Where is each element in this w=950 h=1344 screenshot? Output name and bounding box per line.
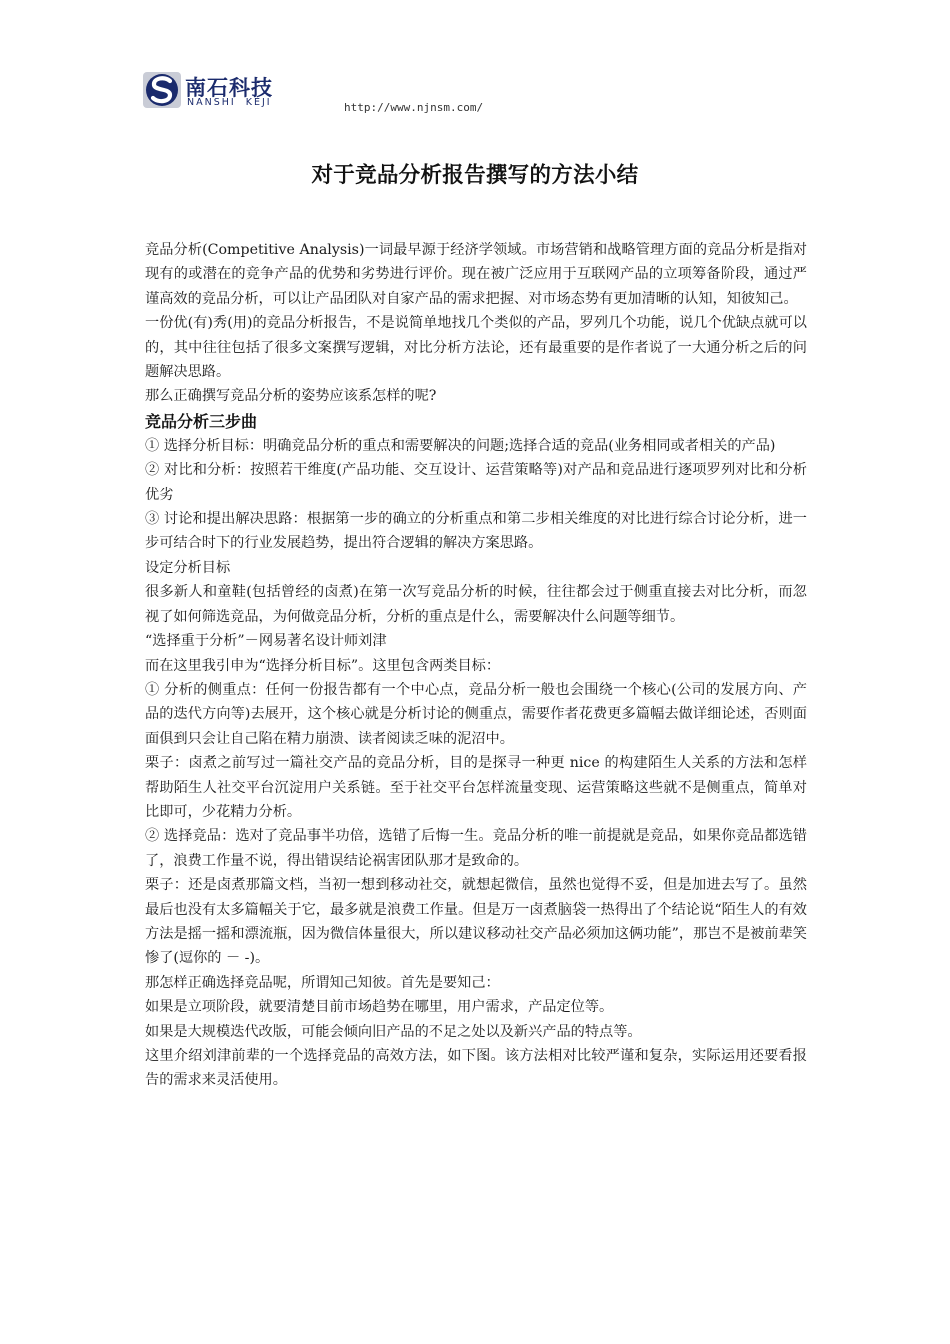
- logo-chinese-name: 南石科技: [185, 76, 273, 100]
- body-paragraph: 很多新人和童鞋(包括曾经的卤煮)在第一次写竞品分析的时候，往往都会过于侧重直接去对比分析，而忽视了如何筛选竞品，为何做竞品分析，分析的重点是什么，需要解决什么问题等细节。: [145, 584, 807, 625]
- body-paragraph: 那怎样正确选择竞品呢，所谓知己知彼。首先是要知己：: [145, 974, 500, 991]
- step-item: ① 选择分析目标：明确竞品分析的重点和需要解决的问题;选择合适的竞品(业务相同或者相关的产品): [145, 437, 776, 454]
- nanshi-logo-icon: [143, 68, 183, 112]
- document-title: 对于竞品分析报告撰写的方法小结: [311, 163, 639, 188]
- document-body: [145, 238, 807, 1093]
- logo-english-name: NANSHI KEJI: [187, 97, 272, 108]
- body-paragraph: ② 选择竞品：选对了竞品事半功倍，选错了后悔一生。竞品分析的唯一前提就是竞品，如果你竞品都选错了，浪费工作量不说，得出错误结论祸害团队那才是致命的。: [145, 828, 807, 869]
- body-paragraph: 如果是立项阶段，就要清楚目前市场趋势在哪里，用户需求，产品定位等。: [145, 999, 614, 1016]
- body-paragraph: 如果是大规模迭代改版，可能会倾向旧产品的不足之处以及新兴产品的特点等。: [145, 1023, 642, 1040]
- document-header: [143, 68, 543, 120]
- step-item: ② 对比和分析：按照若干维度(产品功能、交互设计、运营策略等)对产品和竞品进行逐项罗列对比和分析优劣: [145, 462, 807, 503]
- intro-question: 那么正确撰写竞品分析的姿势应该系怎样的呢?: [145, 388, 437, 405]
- subheading-set-target: 设定分析目标: [145, 559, 231, 576]
- step-item: ③ 讨论和提出解决思路：根据第一步的确立的分析重点和第二步相关维度的对比进行综合讨论分析，进一步可结合时下的行业发展趋势，提出符合逻辑的解决方案思路。: [145, 511, 807, 552]
- section-heading: 竞品分析三步曲: [145, 411, 258, 431]
- body-paragraph: 这里介绍刘津前辈的一个选择竞品的高效方法，如下图。该方法相对比较严谨和复杂，实际运用还要看报告的需求来灵活使用。: [145, 1048, 807, 1089]
- body-paragraph: ① 分析的侧重点：任何一份报告都有一个中心点，竞品分析一般也会围绕一个核心(公司的发展方向、产品的迭代方向等)去展开，这个核心就是分析讨论的侧重点，需要作者花费更多篇幅去做详细论述，否则面面俱到只会让自己陷在精力崩溃、读者阅读乏味的泥沼中。: [145, 681, 807, 747]
- body-paragraph: 而在这里我引申为“选择分析目标”。这里包含两类目标：: [145, 657, 501, 674]
- quote-line: “选择重于分析”－网易著名设计师刘津: [145, 633, 387, 650]
- intro-paragraph: 竞品分析(Competitive Analysis)一词最早源于经济学领域。市场营销和战略管理方面的竞品分析是指对现有的或潜在的竞争产品的优势和劣势进行评价。现在被广泛应用于互联网产品的立项筹备阶段，通过严谨高效的竞品分析，可以让产品团队对自家产品的需求把握、对市场态势有更加清晰的认知，知彼知己。: [145, 242, 807, 307]
- header-url-link[interactable]: http://www.njnsm.com/: [344, 101, 484, 114]
- example-paragraph: 栗子：卤煮之前写过一篇社交产品的竞品分析，目的是探寻一种更 nice 的构建陌生人关系的方法和怎样帮助陌生人社交平台沉淀用户关系链。至于社交平台怎样流量变现、运营策略这些就不是侧重点，简单对比即可，少花精力分析。: [145, 755, 807, 820]
- intro-paragraph: 一份优(有)秀(用)的竞品分析报告，不是说简单地找几个类似的产品，罗列几个功能，说几个优缺点就可以的，其中往往包括了很多文案撰写逻辑，对比分析方法论，还有最重要的是作者说了一大通分析之后的问题解决思路。: [145, 315, 807, 381]
- example-paragraph: 栗子：还是卤煮那篇文档，当初一想到移动社交，就想起微信，虽然也觉得不妥，但是加进去写了。虽然最后也没有太多篇幅关于它，最多就是浪费工作量。但是万一卤煮脑袋一热得出了个结论说“陌生人的有效方法是摇一摇和漂流瓶，因为微信体量很大，所以建议移动社交产品必须加这俩功能”，那岂不是被前辈笑惨了(逗你的 － -)。: [145, 877, 807, 967]
